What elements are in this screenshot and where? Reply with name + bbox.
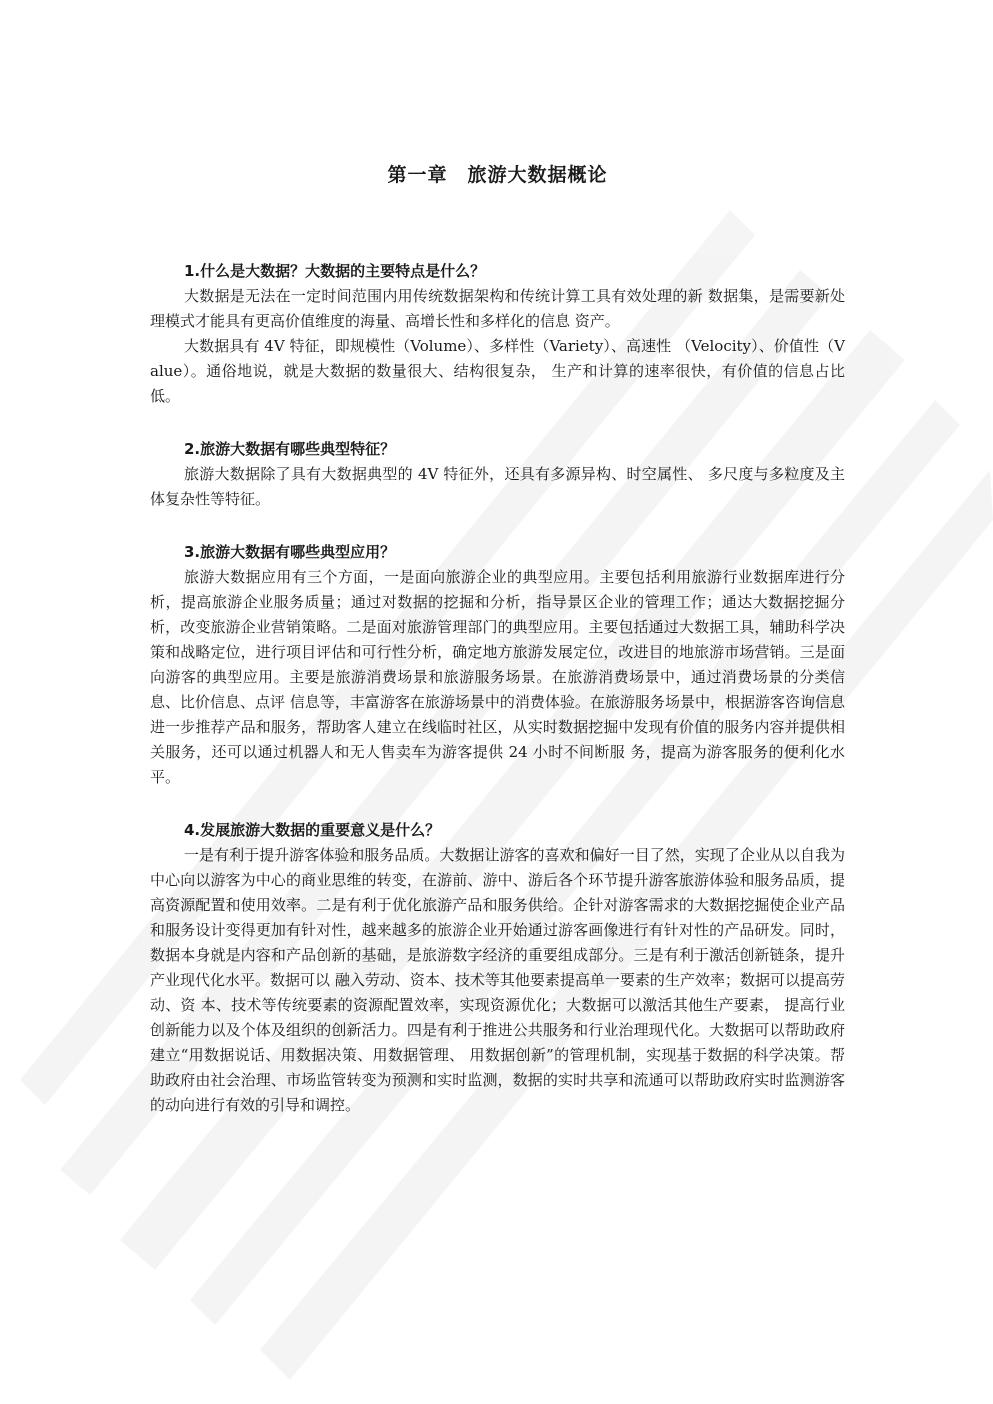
answer-paragraph: 旅游大数据除了具有大数据典型的 4V 特征外，还具有多源异构、时空属性、 多尺度与多粒度及主体复杂性等特征。 bbox=[150, 465, 845, 508]
question-heading: 3.旅游大数据有哪些典型应用？ bbox=[184, 543, 396, 561]
answer-paragraph: 大数据具有 4V 特征，即规模性（Volume）、多样性（Variety）、高速性 （Velocity）、价值性（Value）。通俗地说，就是大数据的数量很大、结构很复杂， 生产和计算的速率很快，有价值的信息占比低。 bbox=[150, 337, 845, 405]
question-heading: 2.旅游大数据有哪些典型特征？ bbox=[184, 440, 396, 458]
answer-paragraph: 一是有利于提升游客体验和服务品质。大数据让游客的喜欢和偏好一目了然，实现了企业从以自我为中心向以游客为中心的商业思维的转变，在游前、游中、游后各个环节提升游客旅游体验和服务品质，提高资源配置和使用效率。二是有利于优化旅游产品和服务供给。企针对游客需求的大数据挖掘使企业产品和服务设计变得更加有针对性，越来越多的旅游企业开始通过游客画像进行有针对性的产品研发。同时，数据本身就是内容和产品创新的基础，是旅游数字经济的重要组成部分。三是有利于激活创新链条，提升产业现代化水平。数据可以 融入劳动、资本、技术等其他要素提高单一要素的生产效率；数据可以提高劳动、资 本、技术等传统要素的资源配置效率，实现资源优化；大数据可以激活其他生产要素， 提高行业创新能力以及个体及组织的创新活力。四是有利于推进公共服务和行业治理现代化。大数据可以帮助政府建立“用数据说话、用数据决策、用数据管理、 用数据创新”的管理机制，实现基于数据的科学决策。帮助政府由社会治理、市场监管转变为预测和实时监测，数据的实时共享和流通可以帮助政府实时监测游客的动向进行有效的引导和调控。 bbox=[150, 846, 845, 1114]
question-heading: 4.发展旅游大数据的重要意义是什么？ bbox=[184, 821, 441, 839]
answer-paragraph: 旅游大数据应用有三个方面，一是面向旅游企业的典型应用。主要包括利用旅游行业数据库进行分析，提高旅游企业服务质量；通过对数据的挖掘和分析，指导景区企业的管理工作；通达大数据挖掘分析，改变旅游企业营销策略。二是面对旅游管理部门的典型应用。主要包括通过大数据工具，辅助科学决策和战略定位，进行项目评估和可行性分析，确定地方旅游发展定位，改进目的地旅游市场营销。三是面向游客的典型应用。主要是旅游消费场景和旅游服务场景。在旅游消费场景中，通过消费场景的分类信息、比价信息、点评 信息等，丰富游客在旅游场景中的消费体验。在旅游服务场景中，根据游客咨询信息进一步推荐产品和服务，帮助客人建立在线临时社区，从实时数据挖掘中发现有价值的服务内容并提供相关服务，还可以通过机器人和无人售卖车为游客提供 24 小时不间断服 务，提高为游客服务的便利化水平。 bbox=[150, 568, 845, 786]
question-heading: 1.什么是大数据？大数据的主要特点是什么？ bbox=[184, 262, 486, 280]
question-section-4 bbox=[150, 818, 845, 1118]
answer-paragraph: 大数据是无法在一定时间范围内用传统数据架构和传统计算工具有效处理的新 数据集，是需要新处理模式才能具有更高价值维度的海量、高增长性和多样化的信息 资产。 bbox=[150, 287, 845, 330]
chapter-title: 第一章 旅游大数据概论 bbox=[387, 164, 608, 186]
document-page bbox=[150, 160, 845, 1146]
question-section-1 bbox=[150, 259, 845, 409]
question-section-3 bbox=[150, 540, 845, 790]
question-section-2 bbox=[150, 437, 845, 512]
